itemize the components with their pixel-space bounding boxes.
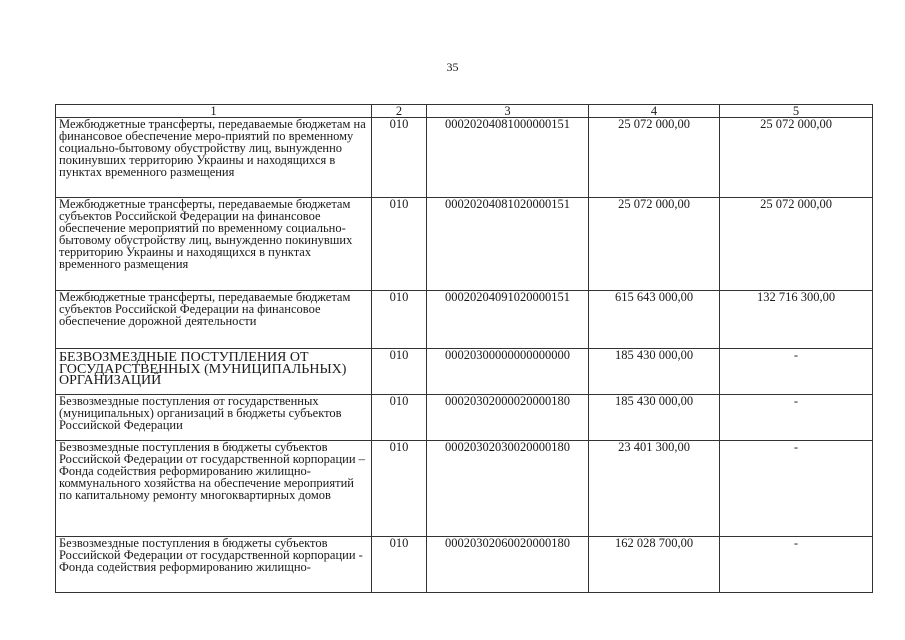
row-name: БЕЗВОЗМЕЗДНЫЕ ПОСТУПЛЕНИЯ ОТ ГОСУДАРСТВЕННЫХ (МУНИЦИПАЛЬНЫХ) ОРГАНИЗАЦИЙ <box>56 349 372 395</box>
row-code: 010 <box>372 441 427 537</box>
row-name: Безвозмездные поступления в бюджеты субъектов Российской Федерации от государственной корпорации - Фонда содействия реформированию жилищно- <box>56 537 372 593</box>
row-value-5: - <box>720 537 873 593</box>
table-row <box>56 441 873 537</box>
row-value-4: 185 430 000,00 <box>589 395 720 441</box>
row-value-5: - <box>720 349 873 395</box>
row-name: Безвозмездные поступления от государственных (муниципальных) организаций в бюджеты субъектов Российской Федерации <box>56 395 372 441</box>
table-header-row <box>56 105 873 118</box>
row-name: Межбюджетные трансферты, передаваемые бюджетам субъектов Российской Федерации на финансовое обеспечение мероприятий по временному социально-бытовому обустройству лиц, вынужденно покинувших территорию Украины и находящихся в пунктах временного размещения <box>56 198 372 291</box>
header-col-5: 5 <box>720 105 873 118</box>
row-code: 010 <box>372 349 427 395</box>
table-row <box>56 291 873 349</box>
row-code: 010 <box>372 118 427 198</box>
table-row <box>56 118 873 198</box>
row-name: Безвозмездные поступления в бюджеты субъектов Российской Федерации от государственной корпорации – Фонда содействия реформированию жилищно-коммунального хозяйства на обеспечение мероприятий по капитальному ремонту многоквартирных домов <box>56 441 372 537</box>
row-value-4: 25 072 000,00 <box>589 198 720 291</box>
table-row <box>56 395 873 441</box>
row-value-5: 25 072 000,00 <box>720 198 873 291</box>
row-value-4: 615 643 000,00 <box>589 291 720 349</box>
row-code: 010 <box>372 291 427 349</box>
row-value-4: 185 430 000,00 <box>589 349 720 395</box>
row-code: 010 <box>372 198 427 291</box>
row-kbk: 00020300000000000000 <box>427 349 589 395</box>
header-col-3: 3 <box>427 105 589 118</box>
row-value-5: 25 072 000,00 <box>720 118 873 198</box>
row-value-4: 25 072 000,00 <box>589 118 720 198</box>
header-col-4: 4 <box>589 105 720 118</box>
row-name: Межбюджетные трансферты, передаваемые бюджетам на финансовое обеспечение меро-приятий по временному социально-бытовому обустройству лиц, вынужденно покинувших территорию Украины и находящихся в пунктах временного размещения <box>56 118 372 198</box>
row-kbk: 00020204081000000151 <box>427 118 589 198</box>
row-value-4: 162 028 700,00 <box>589 537 720 593</box>
row-kbk: 00020204081020000151 <box>427 198 589 291</box>
budget-table <box>55 104 873 593</box>
row-name: Межбюджетные трансферты, передаваемые бюджетам субъектов Российской Федерации на финансовое обеспечение дорожной деятельности <box>56 291 372 349</box>
header-col-1: 1 <box>56 105 372 118</box>
page-number: 35 <box>446 60 459 74</box>
row-kbk: 00020302060020000180 <box>427 537 589 593</box>
table-row-section <box>56 349 873 395</box>
row-value-4: 23 401 300,00 <box>589 441 720 537</box>
row-code: 010 <box>372 537 427 593</box>
row-kbk: 00020302030020000180 <box>427 441 589 537</box>
row-kbk: 00020204091020000151 <box>427 291 589 349</box>
row-value-5: - <box>720 441 873 537</box>
header-col-2: 2 <box>372 105 427 118</box>
table-row <box>56 198 873 291</box>
row-value-5: - <box>720 395 873 441</box>
row-value-5: 132 716 300,00 <box>720 291 873 349</box>
row-kbk: 00020302000020000180 <box>427 395 589 441</box>
table-row <box>56 537 873 593</box>
row-code: 010 <box>372 395 427 441</box>
